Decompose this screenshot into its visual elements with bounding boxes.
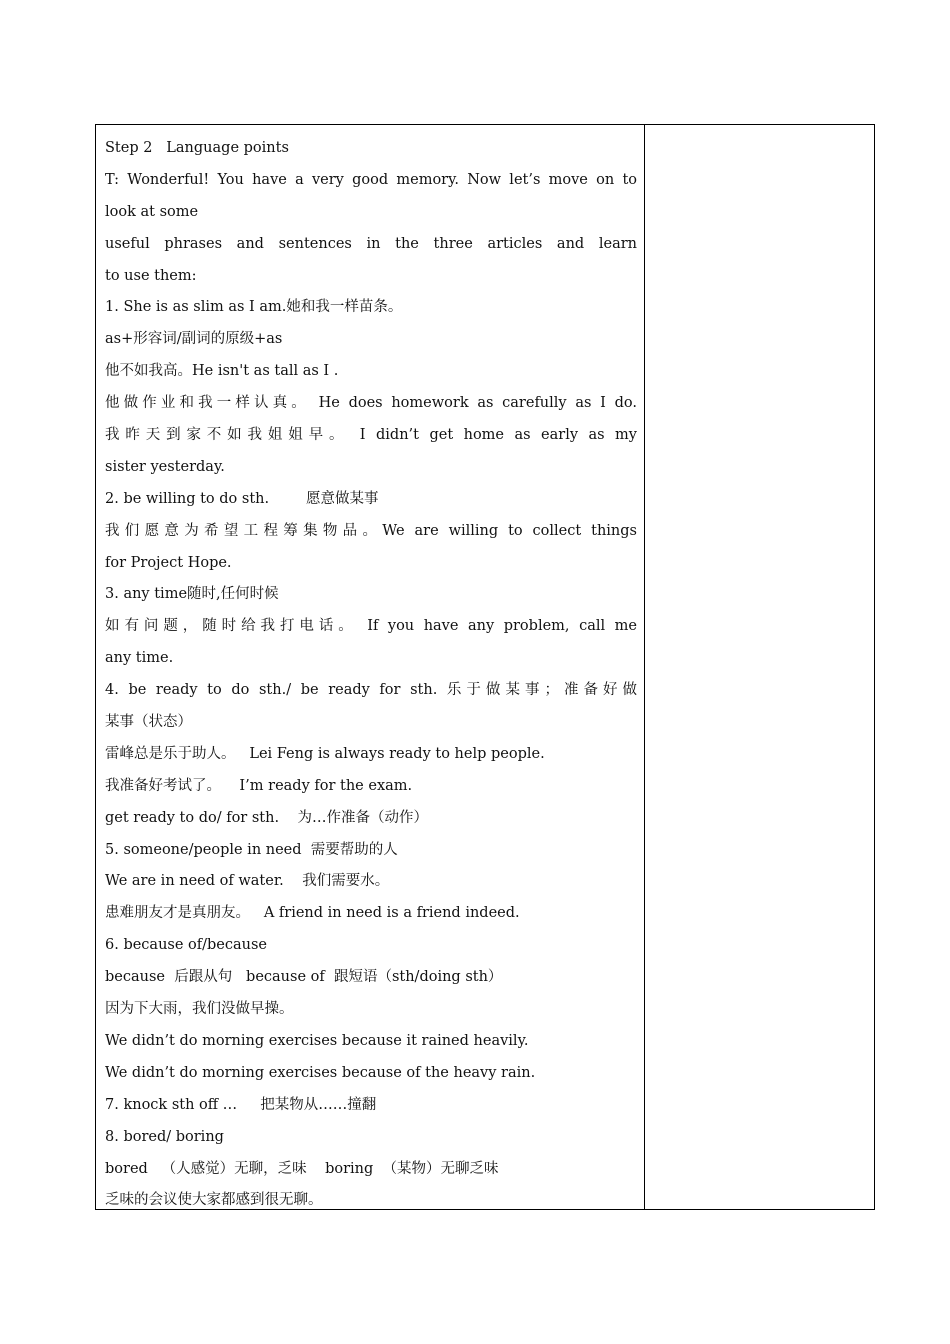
- line-point-6: 6. because of/because: [105, 937, 268, 954]
- line-point-7: 7. knock sth off … 把某物从……撞翻: [105, 1096, 377, 1113]
- line-point-3-example: 如有问题，随时给我打电话。 If you have any problem, call me: [105, 618, 637, 635]
- line-point-2: 2. be willing to do sth. 愿意做某事: [105, 490, 379, 507]
- line-point-8-example: 乏味的会议使大家都感到很无聊。: [105, 1192, 323, 1209]
- line-point-2-example-cont: for Project Hope.: [105, 554, 232, 571]
- line-point-3: 3. any time随时,任何时候: [105, 586, 279, 603]
- line-step-heading: Step 2 Language points: [105, 140, 289, 156]
- line-point-4-get-ready: get ready to do/ for sth. 为…作准备（动作）: [105, 809, 428, 826]
- line-point-1-example-2: 他做作业和我一样认真。 He does homework as carefully as I do.: [105, 395, 637, 412]
- line-useful-phrases: useful phrases and sentences in the three articles and learn: [105, 235, 637, 252]
- line-point-1-example-3-cont: sister yesterday.: [105, 458, 225, 475]
- line-point-5: 5. someone/people in need 需要帮助的人: [105, 841, 398, 858]
- line-point-3-example-cont: any time.: [105, 650, 174, 667]
- lesson-content-cell: [105, 133, 637, 1217]
- line-point-4: 4. be ready to do sth./ be ready for sth. 乐于做某事；准备好做: [105, 682, 637, 699]
- line-point-1-example-3: 我昨天到家不如我姐姐早。 I didn’t get home as early as my: [105, 427, 637, 444]
- line-point-1: 1. She is as slim as I am.她和我一样苗条。: [105, 299, 403, 316]
- line-point-8-rule: bored （人感觉）无聊，乏味 boring （某物）无聊乏味: [105, 1160, 499, 1177]
- line-point-6-rule: because 后跟从句 because of 跟短语（sth/doing sth）: [105, 969, 503, 986]
- line-useful-phrases-cont: to use them:: [105, 267, 197, 284]
- line-teacher-intro-cont: look at some: [105, 203, 199, 220]
- column-divider: [644, 124, 645, 1210]
- line-point-4-example-1: 雷峰总是乐于助人。 Lei Feng is always ready to help people.: [105, 745, 545, 762]
- line-point-4-cont: 某事（状态）: [105, 714, 192, 731]
- line-point-2-example: 我们愿意为希望工程筹集物品。We are willing to collect things: [105, 522, 637, 539]
- line-point-1-example-1: 他不如我高。He isn't as tall as I .: [105, 363, 339, 380]
- line-point-6-example-1: We didn’t do morning exercises because it rained heavily.: [105, 1032, 529, 1049]
- line-point-6-example-cn: 因为下大雨，我们没做早操。: [105, 1001, 294, 1018]
- line-point-6-example-2: We didn’t do morning exercises because of the heavy rain.: [105, 1064, 536, 1081]
- line-point-8: 8. bored/ boring: [105, 1128, 224, 1145]
- line-point-5-example-2: 患难朋友才是真朋友。 A friend in need is a friend indeed.: [105, 905, 520, 922]
- line-teacher-intro: T: Wonderful! You have a very good memory. Now let’s move on to: [105, 171, 637, 188]
- line-point-5-example-1: We are in need of water. 我们需要水。: [105, 873, 390, 890]
- line-point-4-example-2: 我准备好考试了。 I’m ready for the exam.: [105, 777, 413, 794]
- line-point-1-rule: as+形容词/副词的原级+as: [105, 331, 283, 348]
